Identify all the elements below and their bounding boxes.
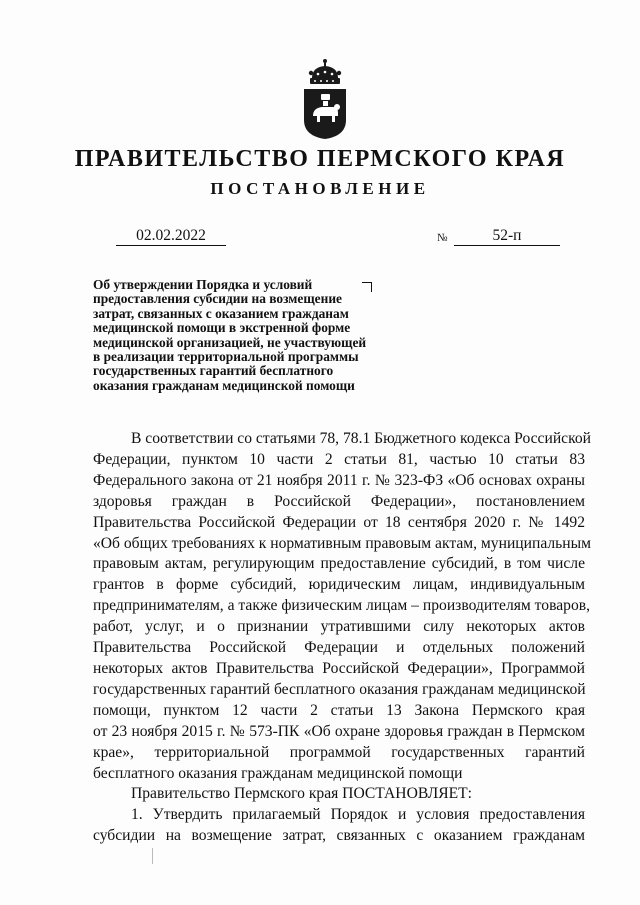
- government-title: ПРАВИТЕЛЬСТВО ПЕРМСКОГО КРАЯ: [74, 146, 566, 172]
- body-line: 1. Утвердить прилагаемый Порядок и условия предоставления: [131, 806, 585, 824]
- body-line: Федерального закона от 21 ноября 2011 г. № 323-ФЗ «Об основах охраны: [93, 471, 585, 489]
- document-number: 52-п: [454, 226, 560, 246]
- resolution-line: Правительство Пермского края ПОСТАНОВЛЯЕТ:: [131, 785, 472, 803]
- subject-corner-mark: [362, 282, 372, 292]
- body-line: предпринимателям, а также физическим лицам – производителям товаров,: [93, 597, 591, 615]
- body-line: некоторых актов Правительства Российской Федерации», Программой: [93, 659, 585, 677]
- subject-line: медицинской помощи в экстренной форме: [93, 320, 351, 336]
- document-subject: [93, 278, 403, 393]
- body-line: работ, услуг, и о признании утратившими силу некоторых актов: [93, 618, 585, 636]
- document-type: ПОСТАНОВЛЕНИЕ: [210, 179, 430, 198]
- subject-line: в реализации территориальной программы: [93, 349, 359, 365]
- scan-artifact: [152, 848, 153, 864]
- body-line: помощи, пунктом 12 части 2 статьи 13 Закона Пермского края: [93, 701, 585, 719]
- document-body: [93, 429, 592, 847]
- body-line: Федерации, пунктом 10 части 2 статьи 81, частью 10 статьи 83: [93, 450, 585, 468]
- document-date: 02.02.2022: [116, 226, 226, 246]
- subject-line: государственных гарантий бесплатного: [93, 363, 334, 379]
- subject-line: затрат, связанных с оказанием гражданам: [93, 305, 349, 321]
- body-line: Правительства Российской Федерации от 18 сентября 2020 г. № 1492: [93, 513, 585, 531]
- body-line: субсидии на возмещение затрат, связанных с оказанием гражданам: [93, 827, 585, 845]
- body-line: здоровья граждан в Российской Федерации», постановлением: [93, 492, 585, 510]
- subject-line: медицинской организацией, не участвующей: [93, 334, 367, 350]
- body-line: государственных гарантий бесплатного оказания гражданам медицинской: [93, 680, 586, 698]
- body-line: бесплатного оказания гражданам медицинской помощи: [93, 764, 463, 782]
- subject-line: Об утверждении Порядка и условий: [93, 277, 313, 292]
- perm-krai-coat-of-arms-icon: [300, 58, 350, 140]
- body-line: крае», территориальной программой государственных гарантий: [93, 743, 585, 761]
- body-line: правовым актам, регулирующим предоставление субсидий, в том числе: [93, 555, 585, 573]
- body-line: «Об общих требованиях к нормативным правовым актам, муниципальным: [93, 534, 591, 552]
- body-line: Правительства Российской Федерации и отдельных положений: [93, 639, 585, 657]
- subject-line: оказания гражданам медицинской помощи: [93, 377, 355, 393]
- number-sign: №: [437, 232, 448, 244]
- body-line: от 23 ноября 2015 г. № 573-ПК «Об охране здоровья граждан в Пермском: [93, 722, 585, 740]
- body-line: В соответствии со статьями 78, 78.1 Бюджетного кодекса Российской: [131, 430, 592, 447]
- body-line: грантов в форме субсидий, юридическим лицам, индивидуальным: [93, 576, 585, 594]
- subject-line: предоставления субсидии на возмещение: [93, 291, 342, 307]
